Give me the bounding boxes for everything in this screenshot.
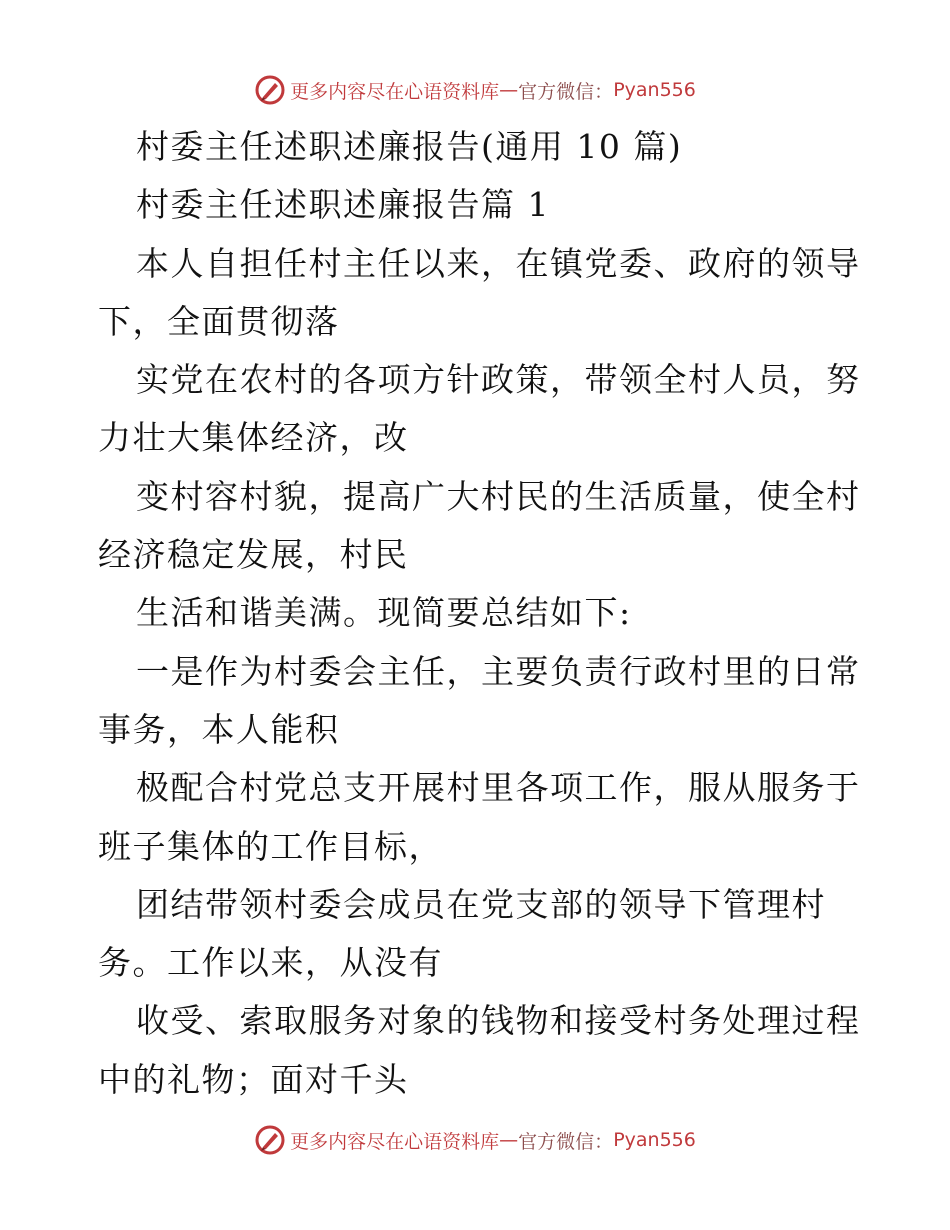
body-line: 中的礼物；面对千头 <box>98 1059 409 1099</box>
body-line: 务。工作以来，从没有 <box>98 943 443 983</box>
body-line: 下，全面贯彻落 <box>98 301 340 341</box>
document-title: 村委主任述职述廉报告(通用 10 篇) <box>136 127 683 166</box>
body-line: 班子集体的工作目标， <box>98 826 443 866</box>
section-heading: 村委主任述职述廉报告篇 1 <box>136 185 550 225</box>
watermark-brand: 更多内容尽在心语资料库 <box>290 80 500 103</box>
watermark-brand: 更多内容尽在心语资料库 <box>290 1130 500 1153</box>
body-line: 团结带领村委会成员在党支部的领导下管理村 <box>136 884 826 924</box>
footer-watermark <box>0 1120 950 1160</box>
body-line: 收受、索取服务对象的钱物和接受村务处理过程 <box>136 1001 861 1041</box>
watermark-dash: — <box>499 1129 519 1151</box>
watermark-dash: — <box>499 79 519 101</box>
document-body <box>98 118 861 1109</box>
watermark-wechat-id: Pyan556 <box>613 79 696 101</box>
body-line: 实党在农村的各项方针政策，带领全村人员，努 <box>136 360 861 400</box>
body-line: 经济稳定发展，村民 <box>98 535 409 575</box>
pen-logo-icon <box>254 74 286 106</box>
watermark-official-label: 官方微信： <box>518 80 614 103</box>
body-line: 本人自担任村主任以来，在镇党委、政府的领导 <box>136 243 861 283</box>
body-line: 生活和谐美满。现简要总结如下: <box>136 593 632 633</box>
watermark-official-label: 官方微信： <box>518 1130 614 1153</box>
body-line: 力壮大集体经济，改 <box>98 418 409 458</box>
body-line: 事务，本人能积 <box>98 709 340 749</box>
header-watermark <box>0 70 950 110</box>
body-line: 变村容村貌，提高广大村民的生活质量，使全村 <box>136 476 861 516</box>
pen-logo-icon <box>254 1124 286 1156</box>
body-line: 极配合村党总支开展村里各项工作，服从服务于 <box>136 768 861 808</box>
watermark-wechat-id: Pyan556 <box>613 1129 696 1151</box>
body-line: 一是作为村委会主任，主要负责行政村里的日常 <box>136 651 861 691</box>
